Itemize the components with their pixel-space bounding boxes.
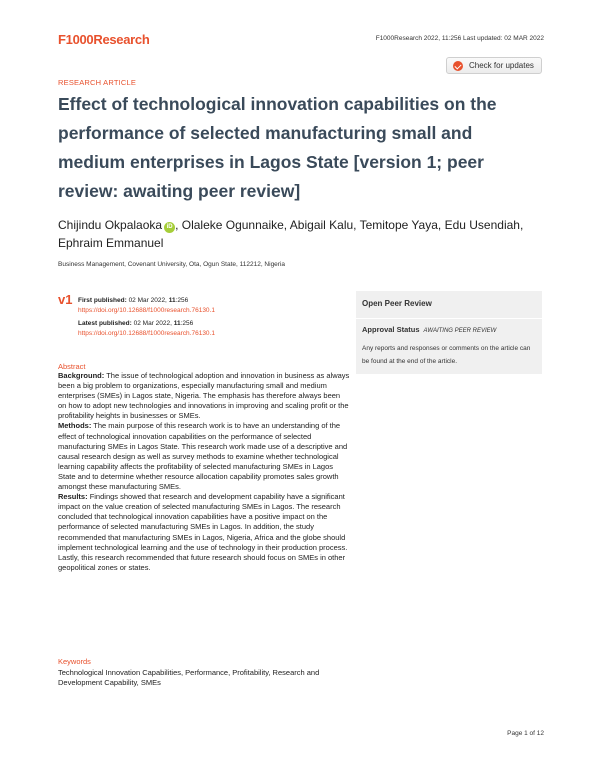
results-text: Findings showed that research and development capability have a significant impact on the value creation of selected manufacturing SMEs in Lagos. The research concluded that technological innovation capabilities have a positive impact on the performance of selected manufacturing SMEs in Lagos. In addition, the study recommended that manufacturing SMEs in Lagos, Nigeria, Africa and the globe should implement technological learning and the use of technology in their production process. Lastly, this research recommended that future research should focus on SMEs in other geopolitical zones or states. (58, 492, 348, 572)
first-published (78, 296, 215, 316)
approval-status-label: Approval Status (362, 325, 420, 334)
latest-published-volume: 11 (173, 320, 181, 327)
open-peer-review-title: Open Peer Review (362, 299, 432, 308)
abstract-methods (58, 421, 350, 492)
latest-published (78, 319, 215, 339)
orcid-icon[interactable]: iD (164, 222, 175, 233)
author-name[interactable]: Chijindu Okpalaoka (58, 218, 163, 232)
latest-doi-link[interactable]: https://doi.org/10.12688/f1000research.76130.1 (78, 330, 215, 337)
latest-published-label: Latest published: (78, 320, 132, 327)
article-title: Effect of technological innovation capabilities on the performance of selected manufacturing small and medium enterprises in Lagos State [version 1; peer review: awaiting peer review] (58, 94, 497, 201)
first-published-volume: 11 (168, 297, 176, 304)
author-list (58, 216, 538, 252)
affiliation: Business Management, Covenant University, Ota, Ogun State, 112212, Nigeria (58, 261, 286, 268)
background-label: Background: (58, 371, 105, 380)
first-published-date: 02 Mar 2022, (128, 297, 167, 304)
keywords-heading: Keywords (58, 657, 91, 666)
running-head: F1000Research 2022, 11:256 Last updated: 02 MAR 2022 (375, 35, 544, 42)
first-published-label: First published: (78, 297, 127, 304)
approval-status (362, 325, 496, 334)
page-number: Page 1 of 12 (507, 730, 544, 737)
keywords-text: Technological Innovation Capabilities, Performance, Profitability, Research and Development Capability, SMEs (58, 668, 320, 687)
latest-published-date: 02 Mar 2022, (133, 320, 172, 327)
abstract-background (58, 371, 350, 421)
abstract-body (58, 371, 350, 573)
results-label: Results: (58, 492, 88, 502)
abstract-heading: Abstract (58, 362, 86, 371)
author-names-rest: , Olaleke Ogunnaike, Abigail Kalu, Temitope Yaya, Edu Usendiah, Ephraim Emmanuel (58, 218, 524, 250)
check-for-updates-label: Check for updates (469, 61, 534, 70)
divider (356, 318, 542, 319)
first-published-page: :256 (175, 297, 189, 304)
methods-text: The main purpose of this research work is to have an understanding of the effect of technological innovation capabilities on the performance of selected manufacturing SMEs in Lagos State. This research work made use of a descriptive and causal research design as well as survey methods to examine whether technological learning capability affects the profitability of selected manufacturing SMEs in Lagos State and to determine whether resource allocation capability promotes sales growth amongst these manufacturing SMEs. (58, 421, 348, 492)
article-type-label: RESEARCH ARTICLE (58, 78, 137, 87)
version-badge: v1 (58, 292, 73, 307)
first-doi-link[interactable]: https://doi.org/10.12688/f1000research.76130.1 (78, 307, 215, 314)
methods-label: Methods: (58, 421, 92, 431)
background-text: The issue of technological adoption and innovation in business as always been a big problem to organizations, especially manufacturing small and medium enterprises (SMEs) in Lagos state, Nigeria. The emphasis has therefore always been on how to adopt new technologies and innovations in improving and scaling profit or the profitability heights in businesses or SMEs. (58, 371, 350, 421)
approval-status-value: AWAITING PEER REVIEW (423, 328, 497, 334)
peer-review-note: Any reports and responses or comments on the article can be found at the end of the article. (362, 345, 531, 365)
abstract-results (58, 492, 350, 573)
checkmark-icon (453, 61, 463, 71)
f1000research-logo: F1000Research (58, 32, 150, 47)
check-for-updates-button[interactable] (446, 57, 542, 74)
latest-published-page: :256 (180, 320, 194, 327)
